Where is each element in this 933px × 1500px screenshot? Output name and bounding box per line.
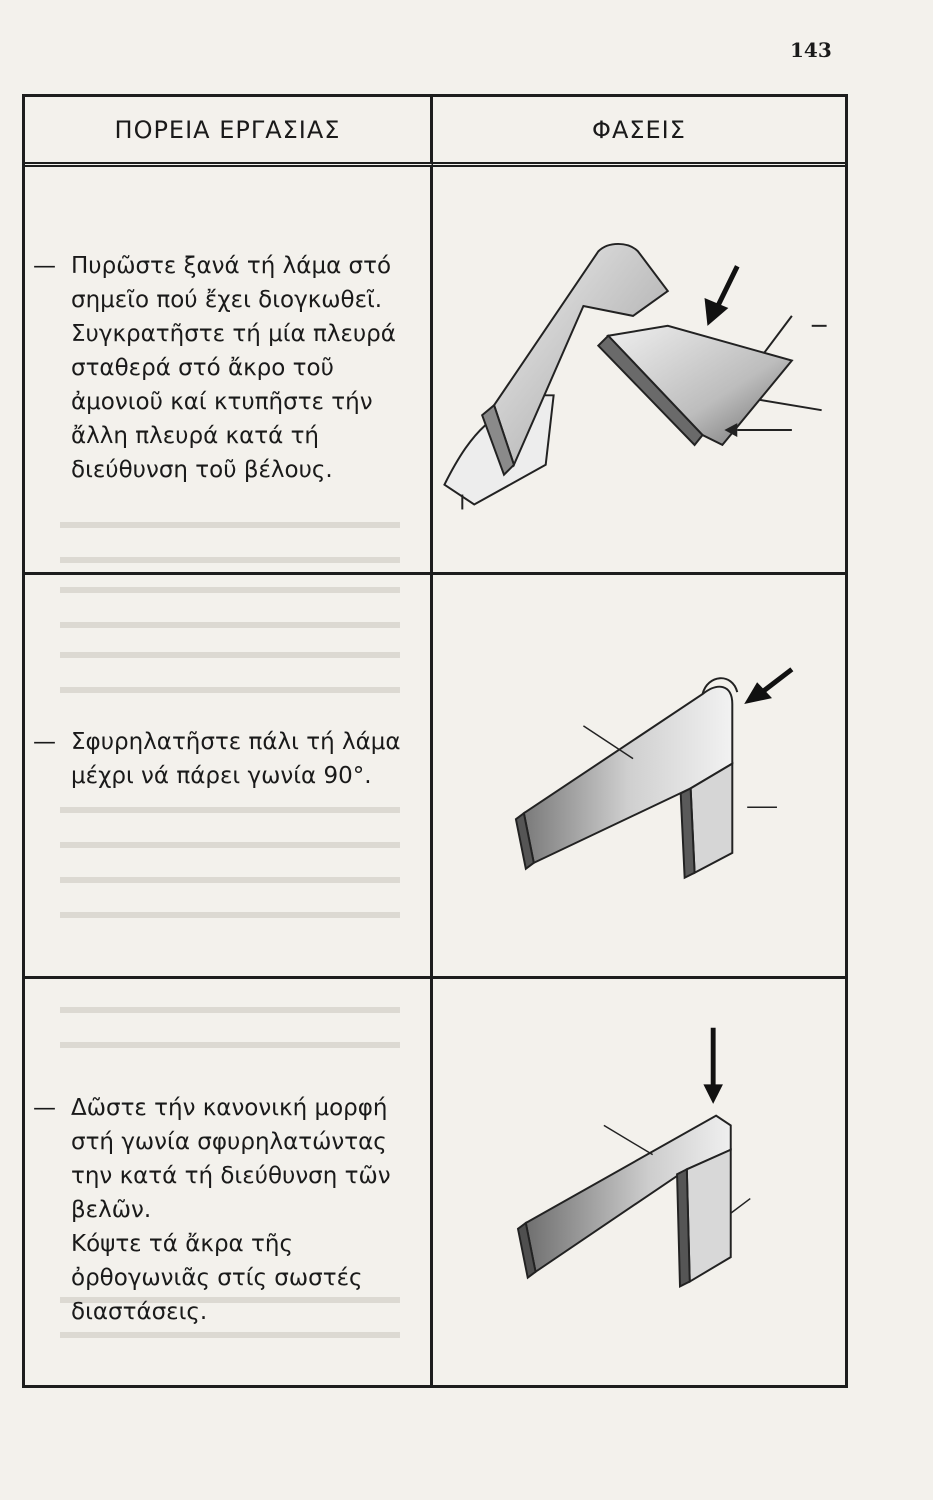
step-3-description-cut: Κόψτε τά ἄκρα τῆς ὀρθογωνιᾶς στίς σωστές διαστάσεις.: [71, 1231, 363, 1325]
step-dash: —: [33, 729, 56, 755]
step-dash: —: [33, 253, 56, 279]
strip-bent-90-degrees-illustration: [433, 575, 845, 976]
step-2-text-cell: [25, 575, 433, 979]
step-1-text-cell: [25, 167, 433, 575]
step-1-figure-cell: [433, 167, 845, 575]
step-2-figure-cell: [433, 575, 845, 979]
header-procedure: ΠΟΡΕΙΑ ΕΡΓΑΣΙΑΣ: [25, 97, 433, 167]
step-1-text: [33, 249, 424, 487]
step-3-text: [33, 1091, 424, 1329]
step-1-description: Πυρῶστε ξανά τή λάμα στό σημεῖο πού ἔχει διογκωθεῖ. Συγκρατῆστε τή μία πλευρά σταθερά στό ἄκρο τοῦ ἀμονιοῦ καί κτυπῆστε τήν ἄλλη πλευρά κατά τή διεύθυνση τοῦ βέλους.: [71, 253, 396, 483]
header-phases: ΦΑΣΕΙΣ: [433, 97, 845, 167]
page-number: 143: [790, 38, 832, 62]
step-2-text: [33, 725, 424, 793]
step-2-description: Σφυρηλατῆστε πάλι τή λάμα μέχρι νά πάρει γωνία 90°.: [71, 729, 401, 789]
finished-right-angle-illustration: [433, 979, 845, 1385]
procedure-table: [22, 94, 848, 1388]
step-3-description: Δῶστε τήν κανονική μορφή στή γωνία σφυρηλατώντας την κατά τή διεύθυνση τῶν βελῶν.: [71, 1095, 391, 1223]
step-dash: —: [33, 1095, 56, 1121]
step-3-figure-cell: [433, 979, 845, 1385]
step-3-text-cell: [25, 979, 433, 1385]
bending-strip-on-anvil-illustration: [433, 167, 845, 572]
